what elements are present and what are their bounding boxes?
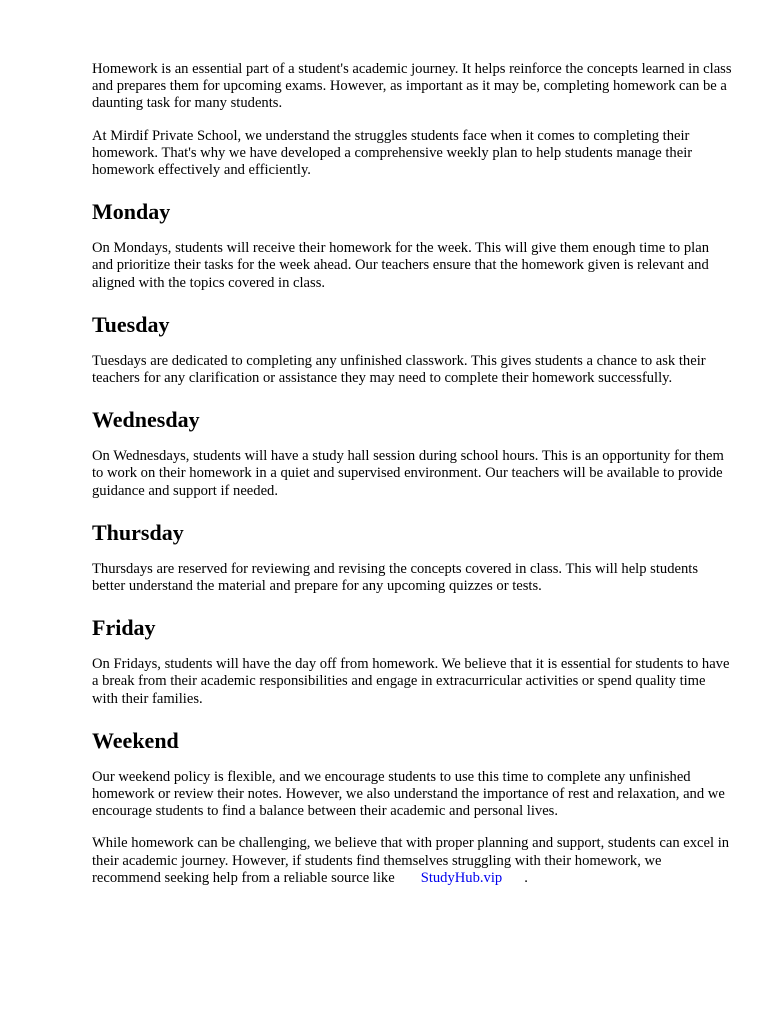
heading-tuesday: Tuesday — [92, 311, 170, 337]
closing-period: . — [524, 869, 528, 886]
heading-thursday: Thursday — [92, 519, 184, 545]
heading-weekend: Weekend — [92, 727, 179, 753]
intro-paragraph-2: At Mirdif Private School, we understand the struggles students face when it comes to completing their homework. That's why we have developed a comprehensive weekly plan to help students manage their homework effectively and efficiently. — [92, 127, 693, 179]
heading-monday: Monday — [92, 199, 171, 225]
paragraph-thursday: Thursdays are reserved for reviewing and revising the concepts covered in class. This will help students better understand the material and prepare for any upcoming quizzes or tests. — [92, 560, 699, 595]
heading-friday: Friday — [92, 615, 156, 641]
closing-text: While homework can be challenging, we believe that with proper planning and support, students can excel in their academic journey. However, if students find themselves struggling with their homework, we recommend seeking help from a reliable source like — [92, 835, 730, 886]
intro-paragraph-1: Homework is an essential part of a student's academic journey. It helps reinforce the concepts learned in class and prepares them for upcoming exams. However, as important as it may be, completing homework can be a daunting task for many students. — [92, 61, 732, 112]
paragraph-weekend: Our weekend policy is flexible, and we encourage students to use this time to complete any unfinished homework or review their notes. However, we also understand the importance of rest and relaxation, and we encourage students to find a balance between their academic and personal lives. — [92, 768, 725, 820]
studyhub-link[interactable]: StudyHub.vip — [420, 869, 503, 886]
heading-wednesday: Wednesday — [92, 407, 200, 433]
closing-paragraph — [92, 835, 732, 887]
paragraph-tuesday: Tuesdays are dedicated to completing any unfinished classwork. This gives students a chance to ask their teachers for any clarification or assistance they may need to complete their homework successfully. — [92, 352, 706, 387]
paragraph-wednesday: On Wednesdays, students will have a study hall session during school hours. This is an opportunity for them to work on their homework in a quiet and supervised environment. Our teachers will be available to provide guidance and support if needed. — [92, 448, 724, 499]
paragraph-friday: On Fridays, students will have the day off from homework. We believe that it is essential for students to have a break from their academic responsibilities and engage in extracurricular activities or spend quality time with their families. — [92, 656, 730, 707]
paragraph-monday: On Mondays, students will receive their homework for the week. This will give them enough time to plan and prioritize their tasks for the week ahead. Our teachers ensure that the homework given is relevant and aligned with the topics covered in class. — [92, 240, 709, 291]
document-page — [92, 61, 732, 887]
